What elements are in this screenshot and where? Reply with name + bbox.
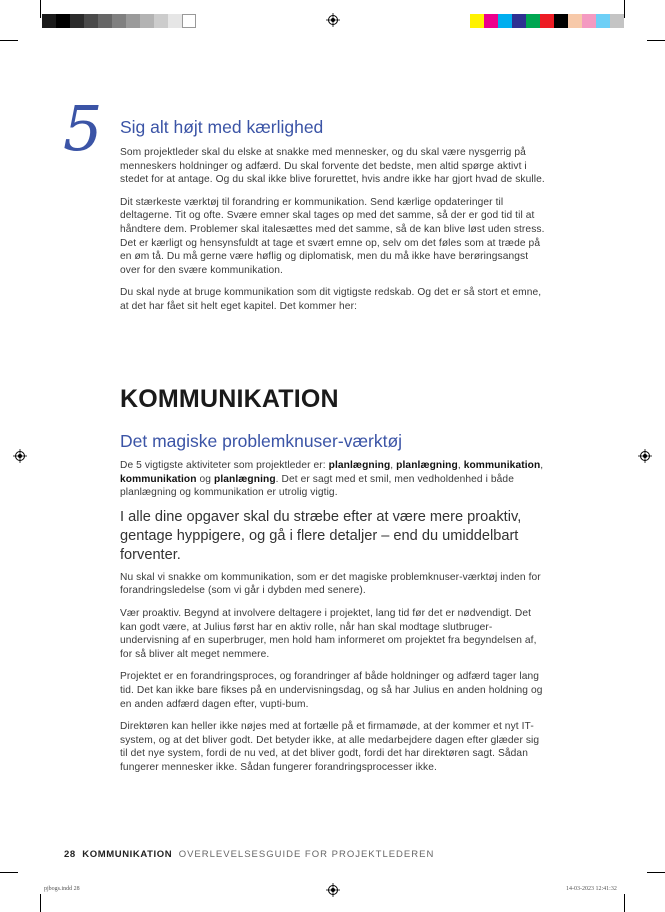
registration-mark-icon (13, 449, 27, 463)
section-paragraph: Vær proaktiv. Begynd at involvere deltagere i projektet, lang tid før det er nødvendigt. Det kan godt være, at Julius først har en aktiv rolle, når han skal modtage slutbruger-undervisning af en superbruger, men hold ham informeret om projektet fra begyndelsen af, for så bliver alt meget nemmere. (120, 607, 537, 660)
page-footer (64, 849, 434, 860)
section-paragraph: Nu skal vi snakke om kommunikation, som er det magiske problemknuser-værktøj inden for forandringsledelse (som vi går i dybden med senere). (120, 571, 541, 597)
pull-quote: I alle dine opgaver skal du stræbe efter at være mere proaktiv, gentage hyppigere, og gå i flere detaljer – end du umiddelbart forventer. (120, 508, 522, 563)
color-swatch (596, 14, 610, 28)
intro-paragraph: De 5 vigtigste aktiviteter som projektleder er: planlægning, planlægning, kommunikation, kommunikation og planlægning. Det er sagt med et smil, men vedholdenhed i både planlægning og kommunikation er utrolig vigtig. (120, 460, 544, 499)
crop-mark (0, 872, 18, 873)
slug-filename: pjbogs.indd 28 (44, 886, 80, 892)
registration-mark-icon (326, 883, 340, 897)
chapter-paragraph: Som projektleder skal du elske at snakke med mennesker, og du skal være nysgerrig på menneskers holdninger og adfærd. Du skal forvente det bedste, men altid spørge aktivt i stedet for at antage. Og du skal ikke blive forurettet, hvis andre ikke har gjort hvad de skulle. (120, 147, 545, 186)
gray-swatch (56, 14, 70, 28)
crop-mark (40, 0, 41, 18)
color-swatch (610, 14, 624, 28)
color-swatch (512, 14, 526, 28)
chapter-block (120, 117, 548, 314)
gray-swatch (84, 14, 98, 28)
color-swatch (582, 14, 596, 28)
color-swatch (470, 14, 484, 28)
footer-book-title: OVERLEVELSESGUIDE FOR PROJEKTLEDEREN (178, 849, 435, 860)
gray-swatch (168, 14, 182, 28)
gray-swatch (42, 14, 56, 28)
section-block (120, 385, 548, 775)
gray-swatch (112, 14, 126, 28)
color-swatch (484, 14, 498, 28)
gray-swatch (182, 14, 196, 28)
chapter-paragraph: Du skal nyde at bruge kommunikation som dit vigtigste redskab. Og det er så stort et emne, at det har fået sit helt eget kapitel. Det kommer her: (120, 287, 542, 312)
section-paragraph: Projektet er en forandringsproces, og forandringer af både holdninger og adfærd tager lang tid. Det kan ikke bare fikses på en undervisningsdag, og så har Julius en anden holdning og en anden adfærd dagen efter, vupti-bum. (120, 671, 543, 710)
footer-section: KOMMUNIKATION (82, 849, 173, 860)
crop-mark (624, 0, 625, 18)
crop-mark (647, 872, 665, 873)
gray-swatch (70, 14, 84, 28)
gray-swatch (140, 14, 154, 28)
gray-swatch (154, 14, 168, 28)
crop-mark (0, 40, 18, 41)
gray-swatch (98, 14, 112, 28)
chapter-number: 5 (63, 92, 103, 165)
color-swatch (568, 14, 582, 28)
color-swatch (526, 14, 540, 28)
color-swatch (540, 14, 554, 28)
page-number: 28 (64, 849, 76, 860)
crop-mark (647, 40, 665, 41)
section-paragraph: Direktøren kan heller ikke nøjes med at fortælle på et firmamøde, at der kommer et nyt IT-system, og at det bliver godt. Det betyder ikke, at alle medarbejdere dagen efter glæder sig til det nye system, fordi de nu ved, at det bliver godt, fordi det har direktøren sagt. Sådan fungerer mennesker ikke. Sådan fungerer forandringsprocesser ikke. (120, 721, 540, 773)
chapter-title: Sig alt højt med kærlighed (120, 117, 324, 137)
registration-mark-icon (638, 449, 652, 463)
crop-mark (40, 894, 41, 912)
color-swatch (554, 14, 568, 28)
crop-mark (624, 894, 625, 912)
registration-mark-icon (326, 13, 340, 27)
chapter-paragraph: Dit stærkeste værktøj til forandring er kommunikation. Send kærlige opdateringer til deltagerne. Tit og ofte. Svære emner skal tages op med det samme, så der er god tid til at håndtere dem. Problemer skal italesættes med det samme, så de kan blive løst uden stress. Det er kærligt og hensynsfuldt at tage et svært emne op, selv om det føles som at træde på en øm tå. Du må gerne være høflig og diplomatisk, men du må ikke have berøringsangst over for den svære kommunikation. (120, 196, 545, 276)
gray-swatch (126, 14, 140, 28)
section-subheading: Det magiske problemknuser-værktøj (120, 431, 403, 451)
slug-timestamp: 14-03-2023 12:41:32 (566, 886, 617, 892)
color-swatch (498, 14, 512, 28)
section-heading: KOMMUNIKATION (120, 385, 339, 413)
